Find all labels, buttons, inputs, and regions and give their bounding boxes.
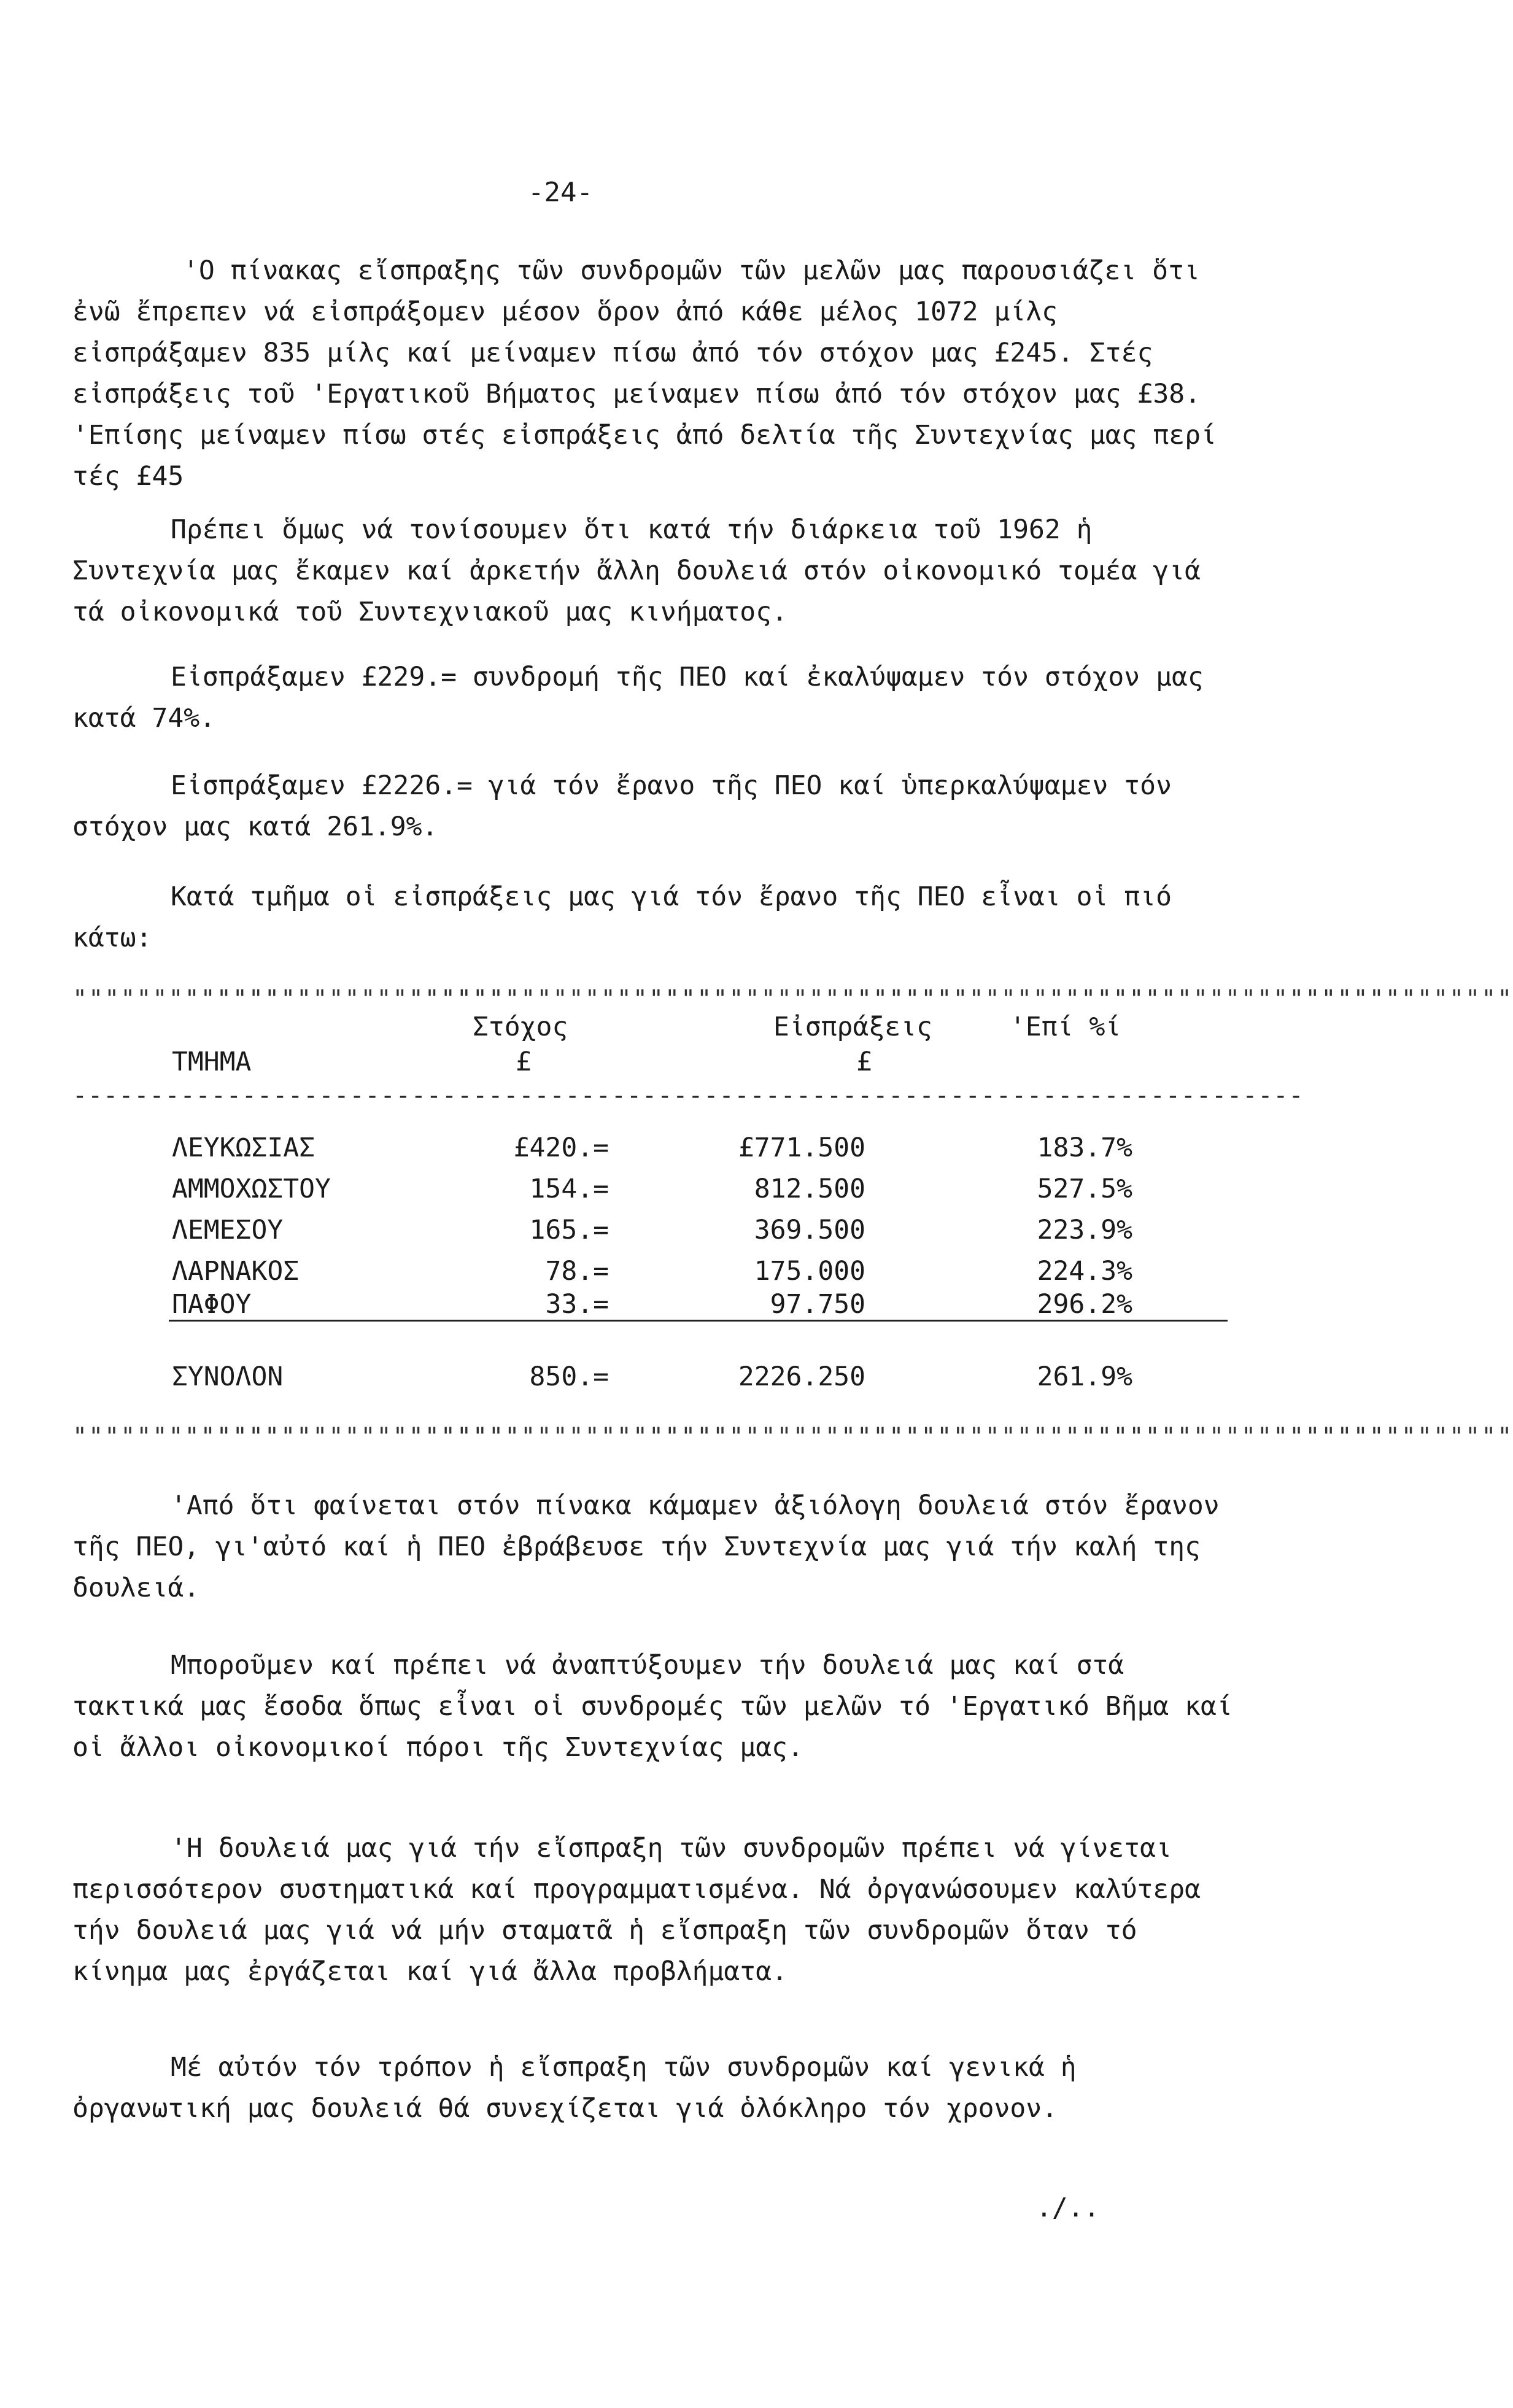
continuation-mark: ./.. bbox=[1036, 2193, 1100, 2223]
header-collected: Εἰσπράξεις bbox=[773, 1012, 932, 1042]
header-section: ΤΜΗΜΑ bbox=[172, 1047, 252, 1077]
header-target: Στόχος bbox=[473, 1012, 568, 1042]
total-percent: 261.9% bbox=[1037, 1361, 1132, 1392]
table-top-rule: """""""""""""""""""""""""""""""""""""""""""""""""""""""""""""""""""""""""""""""""""""""""" bbox=[72, 985, 1513, 1013]
row-target: 154.= bbox=[529, 1174, 609, 1204]
table-header-rule: -------------------------------------------------------------------------------- bbox=[72, 1082, 1304, 1110]
row-percent: 296.2% bbox=[1037, 1289, 1132, 1320]
row-section: ΛΕΜΕΣΟΥ bbox=[172, 1215, 284, 1245]
row-collected: 97.750 bbox=[770, 1289, 865, 1320]
header-collected-unit: £ bbox=[856, 1047, 872, 1077]
paragraph-peo-subscription: Εἰσπράξαμεν £229.= συνδρομή τῆς ΠΕΟ καί ἐκαλύψαμεν τόν στόχον μας κατά 74%. bbox=[72, 662, 1220, 734]
paragraph-table-intro: Κατά τμῆμα οἱ εἰσπράξεις μας γιά τόν ἔρανο τῆς ΠΕΟ εἶναι οἱ πιό κάτω: bbox=[72, 881, 1188, 953]
table-subtotal-rule bbox=[169, 1320, 1228, 1322]
row-percent: 223.9% bbox=[1037, 1215, 1132, 1245]
paragraph-peo-fund: Εἰσπράξαμεν £2226.= γιά τόν ἔρανο τῆς ΠΕΟ καί ὑπερκαλύψαμεν τόν στόχον μας κατά 261.9%. bbox=[72, 770, 1188, 842]
paragraph-economic-work: Πρέπει ὅμως νά τονίσουμεν ὅτι κατά τήν διάρκεια τοῦ 1962 ἡ Συντεχνία μας ἔκαμεν καί ἀρκετήν ἄλλη δουλειά στόν οἰκονομικό τομέα γιά τά οἰκονομικά τοῦ Συντεχνιακοῦ μας κινήματος. bbox=[72, 514, 1217, 627]
row-collected: £771.500 bbox=[738, 1132, 865, 1163]
row-section: ΛΑΡΝΑΚΟΣ bbox=[172, 1256, 300, 1287]
row-collected: 175.000 bbox=[754, 1256, 865, 1287]
header-percent: 'Επί %ί bbox=[1010, 1012, 1121, 1042]
paragraph-systematic-collection: 'Η δουλειά μας γιά τήν εἴσπραξη τῶν συνδρομῶν πρέπει νά γίνεται περισσότερον συστηματικά καί προγραμματισμένα. Νά ὀργανώσουμεν καλύτερα τήν δουλειά μας γιά νά μήν σταματᾶ ἡ εἴσπραξη τῶν συνδρομῶν ὅταν τό κίνημα μας ἐργάζεται καί γιά ἄλλα προβλήματα. bbox=[72, 1833, 1217, 1987]
total-section: ΣΥΝΟΛΟΝ bbox=[172, 1361, 284, 1392]
header-target-unit: £ bbox=[516, 1047, 532, 1077]
row-target: 33.= bbox=[545, 1289, 609, 1320]
row-collected: 812.500 bbox=[754, 1174, 865, 1204]
row-percent: 224.3% bbox=[1037, 1256, 1132, 1287]
row-collected: 369.500 bbox=[754, 1215, 865, 1245]
paragraph-year-round: Μέ αὐτόν τόν τρόπον ἡ εἴσπραξη τῶν συνδρομῶν καί γενικά ἡ ὀργανωτική μας δουλειά θά συνεχίζεται γιά ὁλόκληρο τόν χρονον. bbox=[72, 2052, 1093, 2124]
row-percent: 183.7% bbox=[1037, 1132, 1132, 1163]
total-collected: 2226.250 bbox=[738, 1361, 865, 1392]
row-section: ΑΜΜΟΧΩΣΤΟΥ bbox=[172, 1174, 331, 1204]
row-percent: 527.5% bbox=[1037, 1174, 1132, 1204]
row-target: 165.= bbox=[529, 1215, 609, 1245]
paragraph-regular-income: Μποροῦμεν καί πρέπει νά ἀναπτύξουμεν τήν δουλειά μας καί στά τακτικά μας ἔσοδα ὅπως εἶναι οἱ συνδρομές τῶν μελῶν τό 'Εργατικό Βῆμα καί οἱ ἄλλοι οἰκονομικοί πόροι τῆς Συντεχνίας μας. bbox=[72, 1650, 1248, 1763]
row-target: £420.= bbox=[513, 1132, 609, 1163]
row-section: ΠΑΦΟΥ bbox=[172, 1289, 252, 1320]
page-number: -24- bbox=[528, 177, 593, 208]
paragraph-summary: 'Ο πίνακας εἴσπραξης τῶν συνδρομῶν τῶν μελῶν μας παρουσιάζει ὅτι ἐνῶ ἔπρεπεν νά εἰσπράξομεν μέσον ὅρον ἀπό κάθε μέλος 1072 μίλς εἰσπράξαμεν 835 μίλς καί μείναμεν πίσω ἀπό τόν στόχον μας £245. Στές εἰσπράξεις τοῦ 'Εργατικοῦ Βήματος μείναμεν πίσω ἀπό τόν στόχον μας £38. 'Επίσης μείναμεν πίσω στές εἰσπράξεις ἀπό δελτία τῆς Συντεχνίας μας περί τές £45 bbox=[72, 255, 1232, 492]
row-target: 78.= bbox=[545, 1256, 609, 1287]
table-bottom-rule: """""""""""""""""""""""""""""""""""""""""""""""""""""""""""""""""""""""""""""""""""""""""" bbox=[72, 1423, 1513, 1451]
row-section: ΛΕΥΚΩΣΙΑΣ bbox=[172, 1132, 315, 1163]
total-target: 850.= bbox=[529, 1361, 609, 1392]
paragraph-fund-praise: 'Από ὅτι φαίνεται στόν πίνακα κάμαμεν ἀξιόλογη δουλειά στόν ἔρανον τῆς ΠΕΟ, γι'αὐτό καί ἡ ΠΕΟ ἐβράβευσε τήν Συντεχνία μας γιά τήν καλή της δουλειά. bbox=[72, 1490, 1236, 1603]
